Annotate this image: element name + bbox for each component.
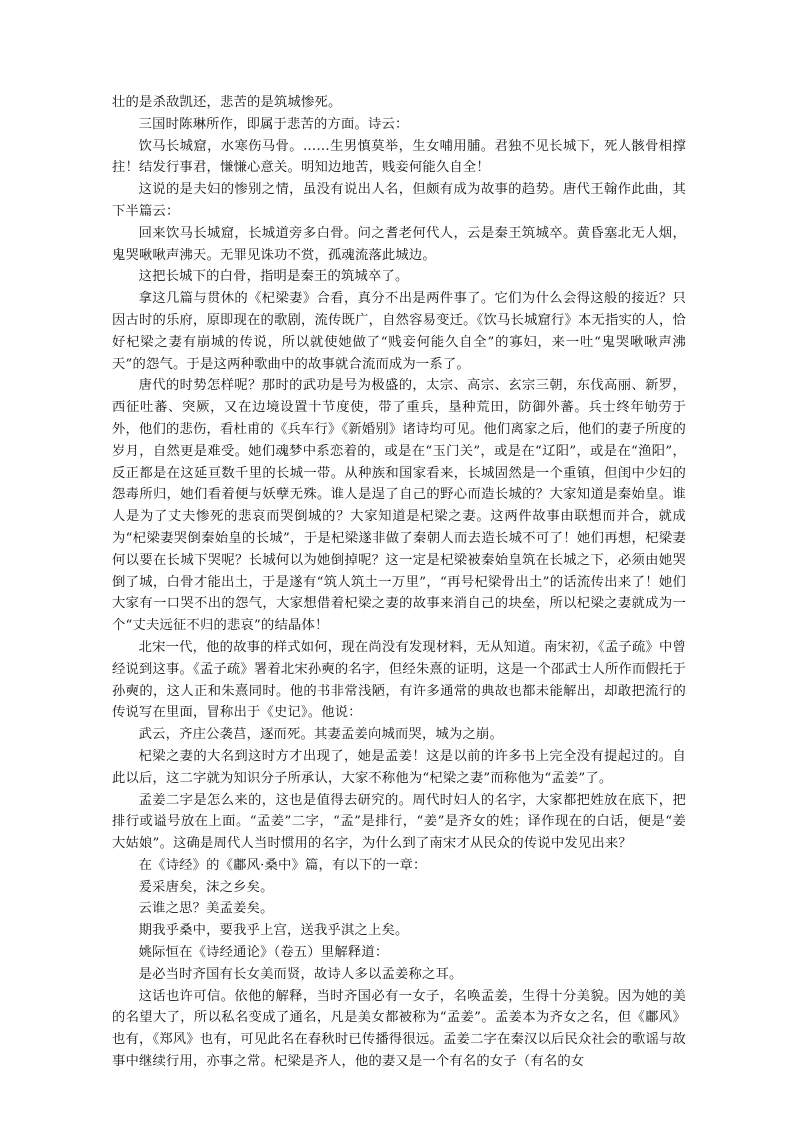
paragraph: 这把长城下的白骨，指明是秦王的筑城卒了。 [138, 269, 409, 285]
poem-quote: 饮马长城窟，水寒伤马骨。……生男慎莫举，生女哺用脯。君独不见长城下，死人骸骨相撑拄！结发行事君，慊慊心意关。明知边地苦，贱妾何能久自全！ [112, 138, 686, 176]
paragraph: 这话也许可信。依他的解释，当时齐国必有一女子，名唤孟姜，生得十分美貌。因为她的美的名望大了，所以私名变成了通名，凡是美女都被称为“孟姜”。孟姜本为齐女之名，但《鄘风》也有，《郑风》也有，可见此名在春秋时已传播得很远。孟姜二字在秦汉以后民众社会的歌谣与故事中继续行用，亦事之常。杞梁是齐人，他的妻又是一个有名的女子（有名的女 [112, 988, 686, 1070]
paragraph: 北宋一代，他的故事的样式如何，现在尚没有发现材料，无从知道。南宋初，《孟子疏》中曾经说到这事。《孟子疏》署着北宋孙奭的名字，但经朱熹的证明，这是一个邵武士人所作而假托于孙奭的，这人正和朱熹同时。他的书非常浅陋，有许多通常的典故也都未能解出，却敢把流行的传说写在里面，冒称出于《史记》。他说： [112, 639, 686, 721]
body-text [112, 92, 686, 1073]
paragraph: 唐代的时势怎样呢？那时的武功是号为极盛的，太宗、高宗、玄宗三朝，东伐高丽、新罗，西征吐蕃、突厥，又在边境设置十节度使，带了重兵，垦种荒田，防御外蕃。兵士终年劬劳于外，他们的悲伤，看杜甫的《兵车行》《新婚别》诸诗均可见。他们离家之后，他们的妻子所度的岁月，自然更是难受。她们魂梦中系恋着的，或是在“玉门关”，或是在“辽阳”，或是在“渔阳”，反正都是在这延亘数千里的长城一带。从种族和国家看来，长城固然是一个重镇，但闺中少妇的怨毒所归，她们看着便与妖孽无殊。谁人是逞了自己的野心而造长城的？大家知道是秦始皇。谁人是为了丈夫惨死的悲哀而哭倒城的？大家知道是杞梁之妻。这两件故事由联想而并合，就成为“杞梁妻哭倒秦始皇的长城”，于是杞梁遂非做了秦朝人而去造长城不可了！她们再想，杞梁妻何以要在长城下哭呢？长城何以为她倒掉呢？这一定是杞梁被秦始皇筑在长城之下，必须由她哭倒了城，白骨才能出土，于是遂有“筑人筑土一万里”，“再号杞梁骨出土”的话流传出来了！她们大家有一口哭不出的怨气，大家想借着杞梁之妻的故事来消自己的块垒，所以杞梁之妻就成为一个“丈夫远征不归的悲哀”的结晶体！ [112, 378, 686, 634]
poem-line: 期我乎桑中，要我乎上宫，送我乎淇之上矣。 [138, 923, 409, 939]
quote-line: 是必当时齐国有长女美而贤，故诗人多以孟姜称之耳。 [138, 966, 463, 982]
paragraph: 杞梁之妻的大名到这时方才出现了，她是孟姜！这是以前的许多书上完全没有提起过的。自此以后，这二字就为知识分子所承认，大家不称他为“杞梁之妻”而称他为“孟姜”了。 [112, 748, 686, 786]
paragraph: 这说的是夫妇的惨别之情，虽没有说出人名，但颇有成为故事的趋势。唐代王翰作此曲，其下半篇云： [112, 182, 686, 219]
paragraph: 三国时陈琳所作，即属于悲苦的方面。诗云： [138, 116, 409, 132]
paragraph: 姚际恒在《诗经通论》（卷五）里解释道： [138, 945, 389, 961]
quote-line: 武云，齐庄公袭莒，逐而死。其妻孟姜向城而哭，城为之崩。 [138, 727, 504, 743]
paragraph: 孟姜二字是怎么来的，这也是值得去研究的。周代时妇人的名字，大家都把姓放在底下，把排行或谥号放在上面。“孟姜”二字，“孟”是排行，“姜”是齐女的姓；译作现在的白话，便是“姜大姑娘”。这确是周代人当时惯用的名字，为什么到了南宋才从民众的传说中发见出来？ [112, 792, 686, 852]
paragraph: 在《诗经》的《鄘风·桑中》篇，有以下的一章： [138, 857, 427, 873]
poem-quote: 回来饮马长城窟，长城道旁多白骨。问之耆老何代人，云是秦王筑城卒。黄昏塞北无人烟，鬼哭啾啾声沸天。无罪见诛功不赏，孤魂流落此城边。 [112, 225, 686, 263]
paragraph: 拿这几篇与贯休的《杞梁妻》合看，真分不出是两件事了。它们为什么会得这般的接近？只因古时的乐府，原即现在的歌剧，流传既广，自然容易变迁。《饮马长城窟行》本无指实的人，恰好杞梁之妻有崩城的传说，所以就使她做了“贱妾何能久自全”的寡妇，来一吐“鬼哭啾啾声沸天”的怨气。于是这两种歌曲中的故事就合流而成为一系了。 [112, 291, 686, 372]
poem-line: 云谁之思？美孟姜矣。 [138, 901, 274, 917]
poem-line: 爰采唐矣，沫之乡矣。 [138, 879, 274, 895]
paragraph: 壮的是杀敌凯还，悲苦的是筑城惨死。 [112, 95, 342, 110]
